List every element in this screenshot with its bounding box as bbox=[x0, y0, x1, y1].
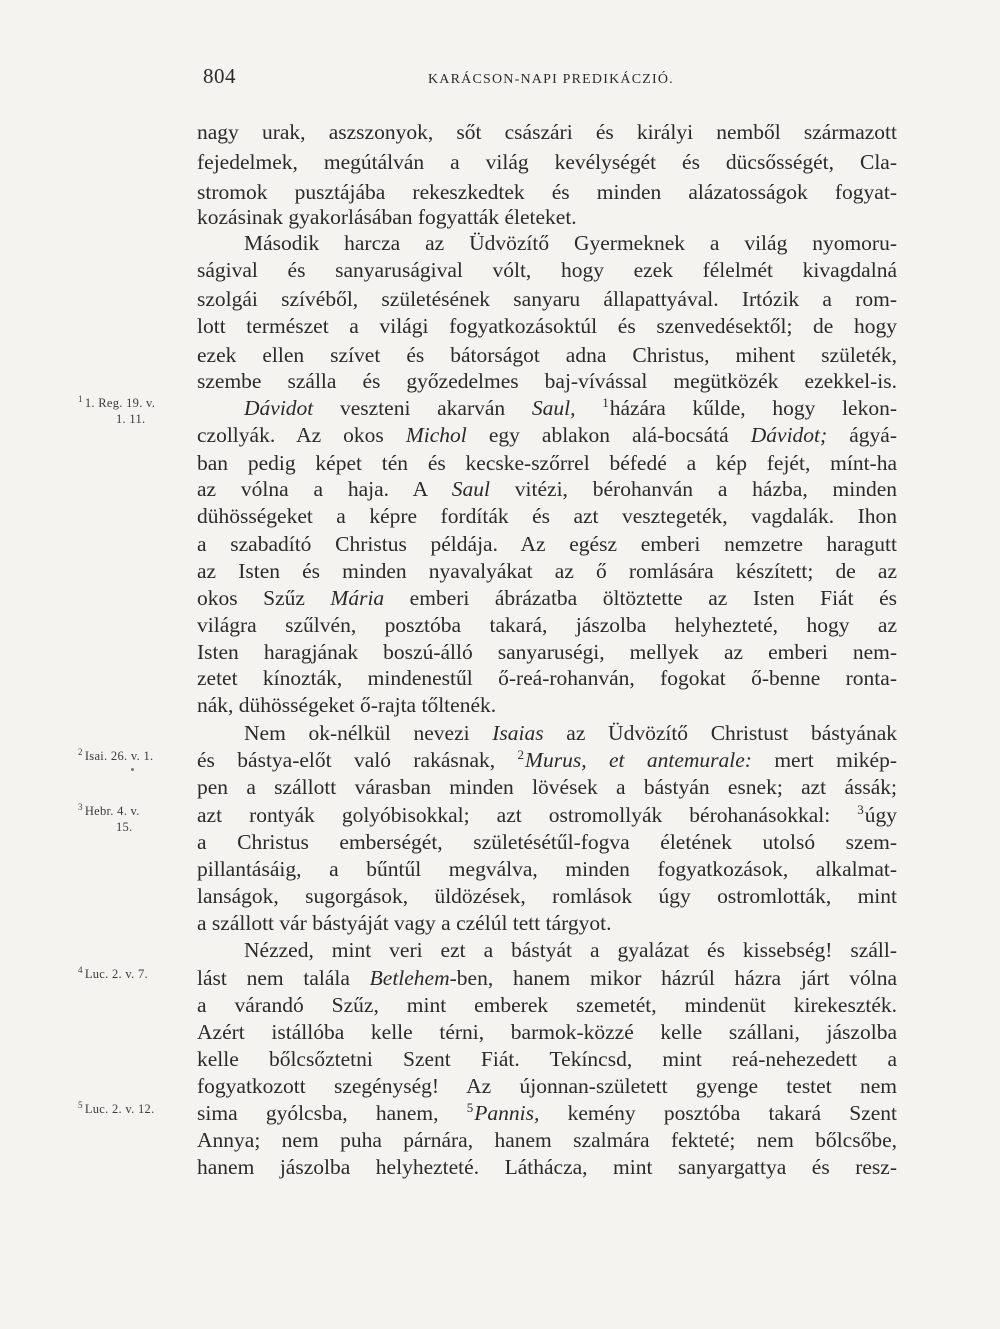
text-line: Annya; nem puha párnára, hanem szalmára fekteté; nem bőlcsőbe, bbox=[197, 1128, 897, 1152]
italic-name: Saul bbox=[451, 477, 490, 501]
running-header bbox=[0, 58, 1000, 88]
text-line: czollyák. Az okos Michol egy ablakon alá-bocsátá Dávidot; ágyá- bbox=[197, 423, 897, 447]
footnote-ref: 5 bbox=[466, 1099, 474, 1115]
text-line: a szállott vár bástyáját vagy a czélúl tett tárgyot. bbox=[197, 911, 612, 935]
text-line: Második harcza az Üdvözítő Gyermeknek a világ nyomoru- bbox=[244, 231, 897, 255]
text-line: a Christus emberségét, születésétűl-fogva életének utolsó szem- bbox=[197, 830, 897, 854]
margin-note: $^3$ Hebr. 4. v. 15. bbox=[78, 801, 140, 834]
italic-name: Mária bbox=[330, 586, 385, 610]
margin-note: $^2$ Isai. 26. v. 1. bbox=[78, 746, 154, 763]
text-line: lott természet a világi fogyatkozásoktúl és szenvedésektől; de hogy bbox=[197, 314, 897, 338]
text-line: Dávidot veszteni akarván Saul, $^1$házára kűlde, hogy lekon- bbox=[244, 394, 897, 420]
text-line: Nem ok-nélkül nevezi Isaias az Üdvözítő Christust bástyának bbox=[244, 721, 897, 745]
text-line: okos Szűz Mária emberi ábrázatba öltöztette az Isten Fiát és bbox=[197, 586, 897, 610]
text-line: stromok pusztájába rekeszkedtek és minden alázatosságok fogyat- bbox=[197, 180, 897, 204]
text-line: zetet kínozták, mindenestűl ő-reá-rohanván, fogokat ő-benne ronta- bbox=[197, 666, 897, 690]
text-line: fogyatkozott szegénység! Az újonnan-született gyenge testet nem bbox=[197, 1074, 897, 1098]
italic-name: Dávidot; bbox=[750, 423, 828, 447]
text-line: nák, dühösségeket ő-rajta tőltenék. bbox=[197, 693, 497, 717]
text-line: hanem jászolba helyhezteté. Láthácza, mint sanyargattya és resz- bbox=[197, 1155, 897, 1179]
running-title: KARÁCSON-NAPI PREDIKÁCZIÓ. bbox=[428, 72, 674, 87]
italic-quote: Pannis, bbox=[474, 1101, 540, 1125]
margin-note: $^5$ Luc. 2. v. 12. bbox=[78, 1099, 155, 1116]
text-line: lást nem talála Betlehem-ben, hanem mikor házrúl házra járt vólna bbox=[197, 966, 897, 990]
text-line: az Isten és minden nyavalyákat az ő romlására készített; de az bbox=[197, 559, 897, 583]
text-line: szembe szálla és győzedelmes baj-vívással megütközék ezekkel-is. bbox=[197, 369, 897, 393]
text-line: lanságok, sugorgások, üldözések, romlások úgy ostromlották, mint bbox=[197, 884, 897, 908]
text-line: és bástya-előt való rakásnak, $^2$Murus, et antemurale: mert mikép- bbox=[197, 746, 897, 772]
text-line: az vólna a haja. A Saul vitézi, bérohanván a házba, minden bbox=[197, 477, 897, 501]
footnote-ref: 1 bbox=[602, 394, 609, 410]
text-line: kelle bőlcsőztetni Szent Fiát. Tekíncsd, mint reá-nehezedett a bbox=[197, 1047, 897, 1071]
text-line: ságival és sanyaruságival vólt, hogy ezek félelmét kivagdalná bbox=[197, 258, 897, 282]
text-line: kozásinak gyakorlásában fogyatták életeket. bbox=[197, 205, 577, 229]
text-line: a szabadító Christus példája. Az egész emberi nemzetre haragutt bbox=[197, 532, 897, 556]
text-line: azt rontyák golyóbisokkal; azt ostromollyák bérohanásokkal: $^3$úgy bbox=[197, 801, 897, 827]
text-line: szolgái szívéből, születésének sanyaru állapattyával. Irtózik a rom- bbox=[197, 287, 897, 311]
footnote-ref: 2 bbox=[517, 746, 525, 762]
text-line: világra szűlvén, posztóba takará, jászolba helyhezteté, hogy az bbox=[197, 613, 897, 637]
ink-speck bbox=[131, 768, 134, 771]
italic-name: Saul, bbox=[531, 396, 576, 420]
text-line: ban pedig képet tén és kecske-szőrrel béfedé a kép fejét, mínt-ha bbox=[197, 451, 897, 475]
page-number: 804 bbox=[203, 64, 236, 88]
text-line: dühösségeket a képre fordíták és azt vesztegeték, vagdalák. Ihon bbox=[197, 504, 897, 528]
margin-note: $^1$ 1. Reg. 19. v. 1. 11. bbox=[78, 393, 156, 426]
text-line: Isten haragjának boszú-álló sanyaruségi, mellyek az emberi nem- bbox=[197, 640, 897, 664]
footnote-ref: 3 bbox=[857, 801, 864, 817]
italic-name: Isaias bbox=[492, 721, 544, 745]
italic-quote: Murus, et antemurale: bbox=[525, 748, 752, 772]
text-line: ezek ellen szívet és bátorságot adna Christus, mihent születék, bbox=[197, 343, 897, 367]
text-line: pen a szállott várasban minden lövések a bástyán esnek; azt ássák; bbox=[197, 775, 897, 799]
italic-name: Dávidot bbox=[244, 396, 314, 420]
italic-name: Betlehem bbox=[369, 966, 450, 990]
text-line: pillantásáig, a bűntűl megválva, minden fogyatkozások, alkalmat- bbox=[197, 857, 897, 881]
text-line: Azért istállóba kelle térni, barmok-közzé kelle szállani, jászolba bbox=[197, 1020, 897, 1044]
text-line: a várandó Szűz, mint emberek szemetét, mindenüt kirekeszték. bbox=[197, 993, 897, 1017]
margin-note: $^4$ Luc. 2. v. 7. bbox=[78, 964, 148, 981]
text-line: Nézzed, mint veri ezt a bástyát a gyalázat és kissebség! száll- bbox=[244, 938, 897, 962]
italic-name: Michol bbox=[405, 423, 467, 447]
text-line: fejedelmek, megútálván a világ kevélységét és dücsősségét, Cla- bbox=[197, 150, 897, 174]
text-line: nagy urak, aszszonyok, sőt császári és királyi nemből származott bbox=[197, 120, 897, 144]
text-line: sima gyólcsba, hanem, $^5$Pannis, kemény posztóba takará Szent bbox=[197, 1099, 897, 1125]
